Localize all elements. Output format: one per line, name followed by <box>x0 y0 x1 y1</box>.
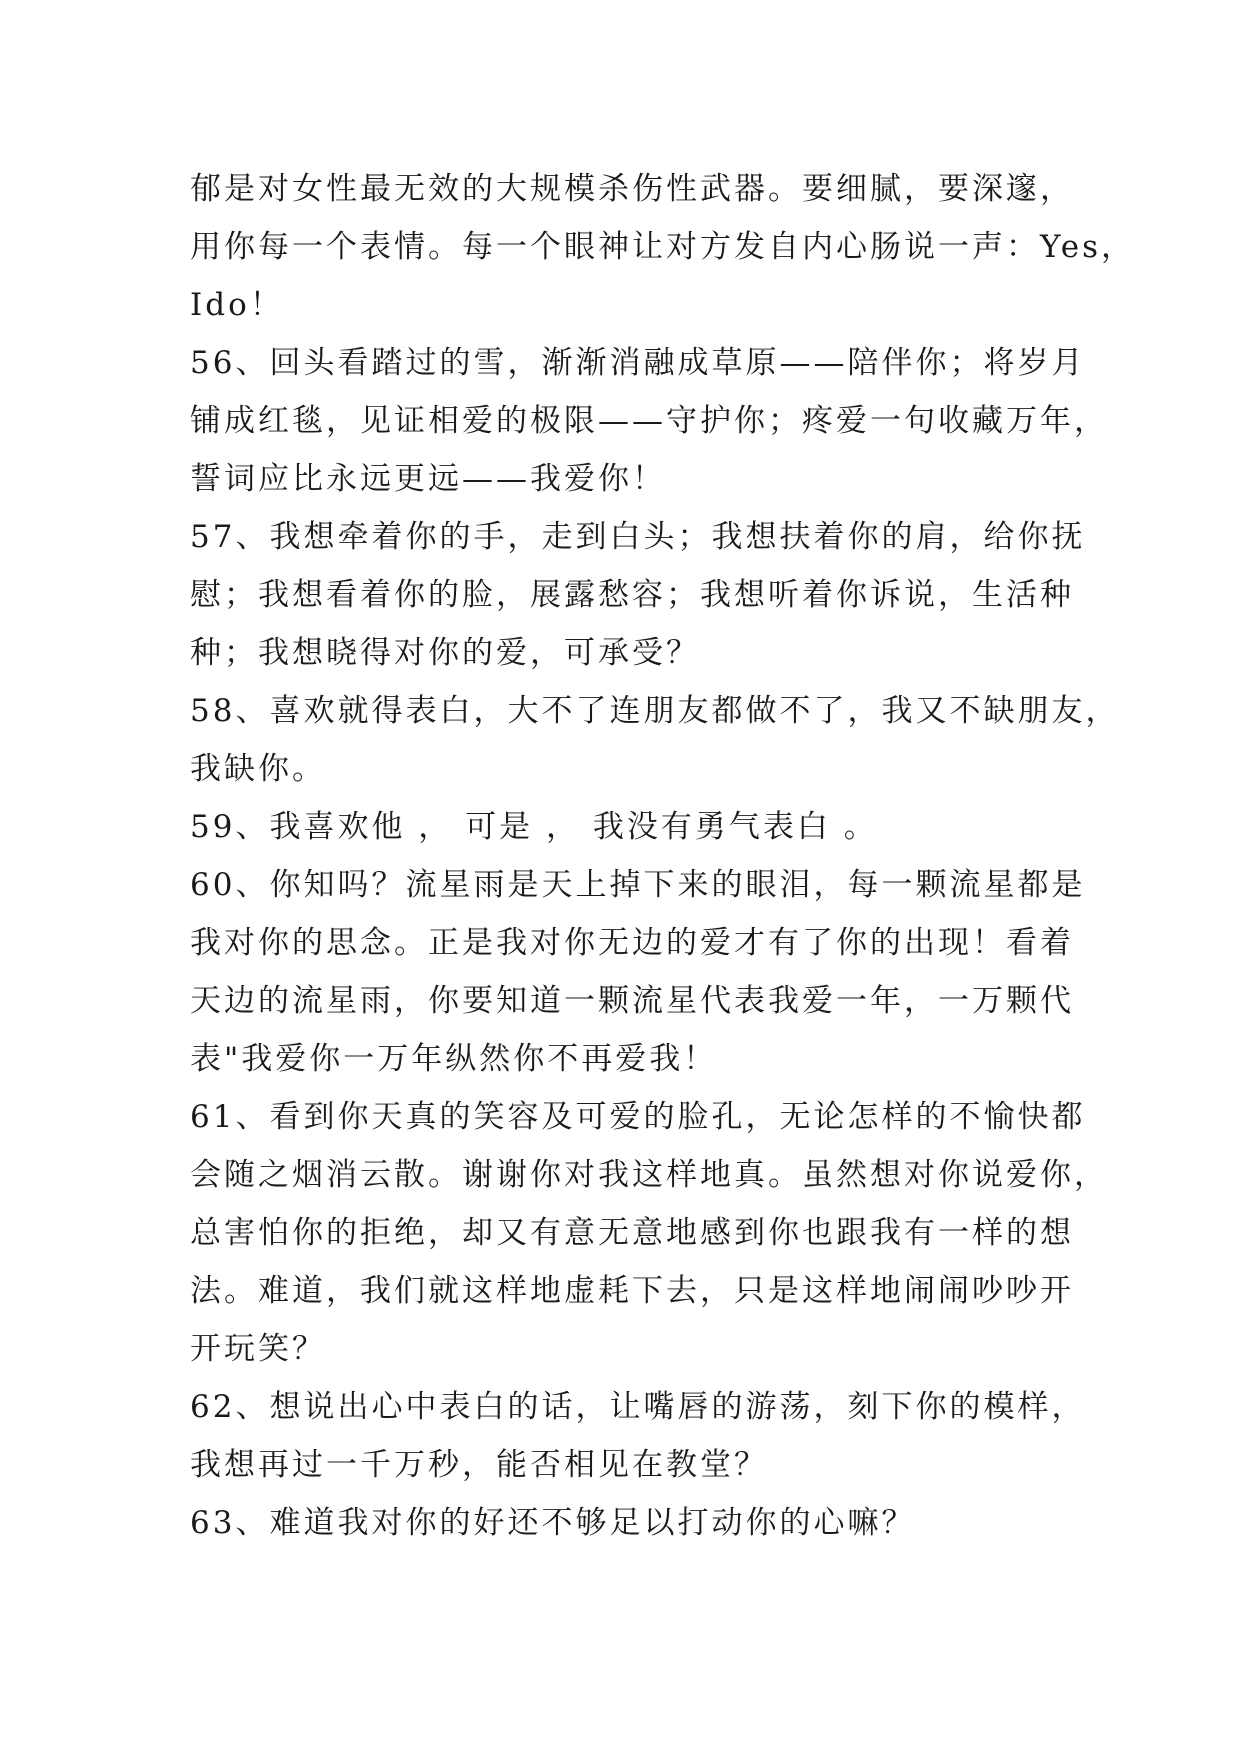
text-line: 58、喜欢就得表白，大不了连朋友都做不了，我又不缺朋友， <box>190 693 1120 729</box>
text-line: 63、难道我对你的好还不够足以打动你的心嘛？ <box>190 1505 916 1541</box>
text-line: 会随之烟消云散。谢谢你对我这样地真。虽然想对你说爱你， <box>190 1157 1108 1193</box>
text-line: 法。难道，我们就这样地虚耗下去，只是这样地闹闹吵吵开 <box>190 1273 1074 1309</box>
text-line: 56、回头看踏过的雪，渐渐消融成草原——陪伴你；将岁月 <box>190 345 1086 381</box>
text-line: 60、你知吗？流星雨是天上掉下来的眼泪，每一颗流星都是 <box>190 867 1086 903</box>
text-line: 我缺你。 <box>190 751 326 787</box>
text-line: 61、看到你天真的笑容及可爱的脸孔，无论怎样的不愉快都 <box>190 1099 1086 1135</box>
text-line: 我想再过一千万秒，能否相见在教堂？ <box>190 1447 768 1483</box>
text-line: 62、想说出心中表白的话，让嘴唇的游荡，刻下你的模样， <box>190 1389 1086 1425</box>
text-line: 天边的流星雨，你要知道一颗流星代表我爱一年，一万颗代 <box>190 983 1074 1019</box>
text-line: Ido！ <box>190 287 284 323</box>
text-line: 57、我想牵着你的手，走到白头；我想扶着你的肩，给你抚 <box>190 519 1086 555</box>
text-line: 59、我喜欢他 ， 可是 ， 我没有勇气表白 。 <box>190 809 878 845</box>
document-body <box>190 160 1136 1552</box>
text-line: 用你每一个表情。每一个眼神让对方发自内心肠说一声：Yes， <box>190 229 1136 265</box>
text-line: 郁是对女性最无效的大规模杀伤性武器。要细腻，要深邃， <box>190 171 1074 207</box>
text-line: 慰；我想看着你的脸，展露愁容；我想听着你诉说，生活种 <box>190 577 1074 613</box>
text-line: 表"我爱你一万年纵然你不再爱我！ <box>190 1041 718 1077</box>
text-line: 总害怕你的拒绝，却又有意无意地感到你也跟我有一样的想 <box>190 1215 1074 1251</box>
text-line: 种；我想晓得对你的爱，可承受？ <box>190 635 700 671</box>
text-line: 誓词应比永远更远——我爱你！ <box>190 461 666 497</box>
text-line: 开玩笑？ <box>190 1331 326 1367</box>
text-line: 铺成红毯，见证相爱的极限——守护你；疼爱一句收藏万年， <box>190 403 1108 439</box>
text-line: 我对你的思念。正是我对你无边的爱才有了你的出现！看着 <box>190 925 1074 961</box>
